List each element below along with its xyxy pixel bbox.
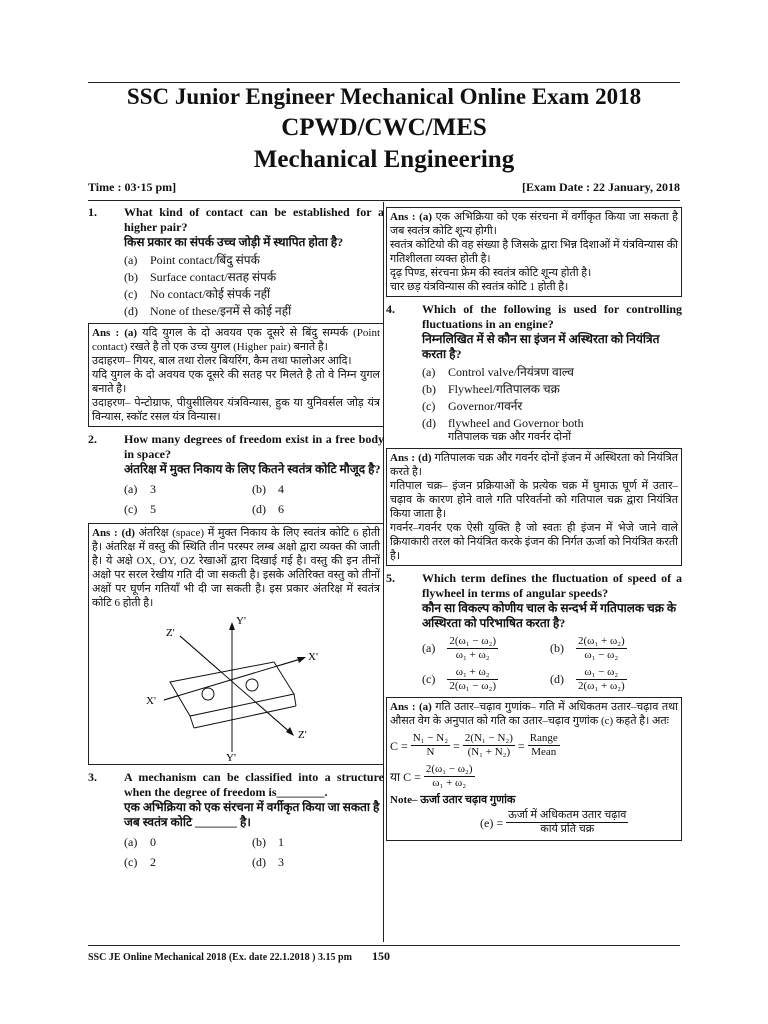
denominator: ω₁ + ω₂: [432, 777, 467, 789]
equation-lhs: (e) =: [480, 815, 504, 830]
fraction: [411, 732, 450, 759]
question-2: [88, 432, 384, 765]
footer-rule: [88, 945, 680, 946]
axis-label: Y': [226, 752, 236, 762]
option: [124, 304, 384, 319]
option-label: (d): [252, 855, 266, 869]
option: [550, 635, 678, 662]
answer-text: गतिपाल चक्र– इंजन प्रक्रियाओं के प्रत्येक चक्र में घुमाऊ घूर्ण में उतार–चढ़ाव के कारण होने वाले गति परिवर्तनो को गतिपाल चक्र द्वारा नियंत्रित किया जाता है।: [390, 480, 678, 520]
left-column: [88, 205, 384, 874]
question-number: 5.: [386, 571, 395, 585]
equals-sign: =: [517, 738, 525, 753]
option-text: Surface contact/सतह संपर्क: [150, 270, 277, 284]
option-label: (d): [422, 416, 436, 430]
equation-lhs: C =: [390, 738, 408, 753]
option: [422, 382, 682, 397]
option-fraction: [576, 635, 627, 662]
exam-date: [Exam Date : 22 January, 2018: [522, 180, 680, 194]
option-row: [422, 635, 682, 662]
right-column: [386, 207, 682, 846]
denominator: 2(ω₁ − ω₂): [449, 680, 497, 692]
header-rule: [88, 200, 680, 201]
denominator: ω₁ + ω₂: [455, 649, 490, 661]
option: [252, 855, 380, 870]
answer-text: यदि युगल के दो अवयव एक दूसरे की सतह पर मिलते है तो वे निम्न युगल बनाते है।: [92, 369, 380, 395]
arrowhead: [229, 622, 235, 630]
option-text: 3: [278, 855, 284, 869]
option: [422, 635, 550, 662]
numerator: 2(ω₁ − ω₂): [425, 763, 473, 775]
answer-text: एक अभिक्रिया को एक संरचना में वर्गीकृत किया जा सकता है जब स्वतंत्र कोटि शून्य होगी।: [390, 211, 678, 237]
option-label: (a): [124, 482, 138, 496]
numerator: 2(ω₁ − ω₂): [449, 635, 497, 647]
question-text-en: Which of the following is used for controlling fluctuations in an engine?: [422, 302, 682, 331]
answer-text: उदाहरण– पेन्टोग्राफ, पीयुसीलियर यंत्रविन्यास, हुक या युनिवर्सल जोड़ यंत्र विन्यास, स्कॉट रसल यंत्र विन्यास।: [92, 397, 380, 423]
numerator: ω₁ − ω₂: [576, 666, 627, 680]
option-text-hi: गतिपालक चक्र और गवर्नर दोनों: [448, 431, 572, 443]
question-5: [386, 571, 682, 693]
block-edge: [190, 716, 194, 728]
question-1: [88, 205, 384, 427]
option: [422, 399, 682, 414]
option-row: [422, 666, 682, 693]
block-edge: [294, 694, 296, 706]
question-4: [386, 302, 682, 444]
option-label: (a): [124, 253, 138, 267]
question-text-en: A mechanism can be classified into a structure when the degree of freedom is________.: [124, 770, 384, 799]
question-text-hi: कौन सा विकल्प कोणीय चाल के सन्दर्भ में गतिपालक चक्र के अस्थिरता को परिभाषित करता है?: [422, 601, 677, 630]
option-label: (b): [252, 482, 266, 496]
option: [422, 416, 682, 431]
option-fraction: [576, 666, 627, 693]
option-label: (a): [422, 641, 436, 655]
denominator: (N₁ + N₂): [467, 746, 511, 758]
option-text: 2: [150, 855, 156, 869]
option: [422, 666, 550, 693]
answer-text: उदाहरण– गियर, बाल तथा रोलर बियरिंग, कैम तथा फालोअर आदि।: [92, 355, 352, 367]
exam-time: Time : 03·15 pm]: [88, 180, 177, 194]
option: [124, 855, 252, 870]
question-number: 1.: [88, 205, 97, 219]
option-text: No contact/कोई संपर्क नहीं: [150, 287, 271, 301]
options-grid: [124, 480, 384, 519]
option-label: (d): [550, 672, 564, 686]
option-label: (c): [422, 399, 436, 413]
question-text-hi: अंतरिक्ष में मुक्त निकाय के लिए कितने स्वतंत्र कोटि मौजूद है?: [124, 462, 381, 476]
top-rule: [88, 82, 680, 83]
footer-text: SSC JE Online Mechanical 2018 (Ex. date 22.1.2018 ) 3.15 pm: [88, 952, 352, 963]
option-label: (c): [124, 287, 138, 301]
answer-text: दृढ़ पिण्ड, संरचना फ्रेम की स्वतंत्र कोटि शून्य होती है।: [390, 267, 592, 279]
answer-text: यदि युगल के दो अवयव एक दूसरे से बिंदु सम्पर्क (Point contact) रखते है तो एक उच्च युगल (Higher pair) बनाते है।: [92, 327, 380, 353]
axis-label: Z': [298, 729, 307, 741]
option-text: flywheel and Governor both: [448, 416, 584, 430]
option-text: Governor/गवर्नर: [448, 399, 523, 413]
option-fraction: [447, 635, 498, 662]
option-text: 0: [150, 835, 156, 849]
exam-title: SSC Junior Engineer Mechanical Online Exam 2018: [126, 84, 642, 109]
question-text-hi: किस प्रकार का संपर्क उच्च जोड़ी में स्थापित होता है?: [124, 235, 344, 249]
arrowhead: [297, 657, 306, 663]
axis-label: X': [146, 695, 156, 707]
option: [124, 270, 384, 285]
question-number: 4.: [386, 302, 395, 316]
option: [252, 482, 380, 497]
option: [252, 502, 380, 517]
question-text-en: What kind of contact can be established for a higher pair?: [124, 205, 384, 234]
option-text: 4: [278, 482, 284, 496]
axis-label: Y': [236, 615, 246, 627]
answer-label: Ans : (a): [92, 327, 138, 339]
option-text: 6: [278, 502, 284, 516]
option-label: (a): [422, 365, 436, 379]
answer-label: Ans : (d): [92, 527, 135, 539]
options-grid: [124, 833, 384, 872]
answer-label: Ans : (a): [390, 701, 432, 713]
numerator: N₁ − N₂: [412, 732, 449, 744]
option-text: None of these/इनमें से कोई नहीं: [150, 304, 292, 318]
question-3: [88, 770, 384, 872]
option-text: 3: [150, 482, 156, 496]
option: [124, 502, 252, 517]
denominator: Mean: [531, 746, 557, 758]
equation-3: [480, 809, 678, 836]
answer-text: गतिपालक चक्र और गवर्नर दोनों इंजन में अस्थिरता को नियंत्रित करते है।: [390, 452, 679, 478]
answer-label: Ans : (a): [390, 211, 432, 223]
option-label: (c): [124, 855, 138, 869]
answer-text: गति उतार–चढ़ाव गुणांक– गति में अधिकतम उतार–चढ़ाव तथा औसत वेग के अनुपात को गति का उतार–चढ़ाव गुणांक (c) कहते है। अतः: [390, 701, 678, 727]
option-text: Point contact/बिंदु संपर्क: [150, 253, 260, 267]
numerator: ऊर्जा में अधिकतम उतार चढ़ाव: [508, 809, 627, 821]
option-text: 5: [150, 502, 156, 516]
equation-2: [390, 763, 678, 790]
question-number: 3.: [88, 770, 97, 784]
option: [124, 482, 252, 497]
answer-text: चार छड़ यंत्रविन्यास की स्वतंत्र कोटि 1 होती है।: [390, 281, 569, 293]
question-text-hi: एक अभिक्रिया को एक संरचना में वर्गीकृत किया जा सकता है जब स्वतंत्र कोटि _______ है।: [124, 800, 380, 829]
option-label: (b): [252, 835, 266, 849]
question-number: 2.: [88, 432, 97, 446]
option: [550, 666, 678, 693]
equals-sign: =: [453, 738, 460, 753]
axis-label: X': [308, 651, 318, 663]
option: [422, 365, 682, 380]
fraction: [506, 809, 628, 836]
denominator: 2(ω₁ + ω₂): [578, 680, 625, 692]
arrowhead: [286, 727, 294, 736]
numerator: 2(N₁ − N₂): [464, 732, 513, 744]
question-text-en: How many degrees of freedom exist in a free body in space?: [124, 432, 384, 461]
exam-subtitle: CPWD/CWC/MES: [281, 114, 487, 141]
equation-lhs: या C =: [390, 769, 421, 784]
option-fraction: [447, 666, 498, 693]
option-label: (a): [124, 835, 138, 849]
option-label: (c): [422, 672, 436, 686]
fraction: [528, 732, 560, 759]
numerator: Range: [529, 732, 558, 744]
option-label: (d): [124, 304, 138, 318]
answer-box-q5: [386, 697, 682, 841]
subject-title: Mechanical Engineering: [253, 146, 515, 173]
option-label: (b): [422, 382, 436, 396]
equation-1: [390, 732, 678, 759]
options-list: [124, 253, 384, 319]
option: [252, 835, 380, 850]
axis-label: Z': [166, 627, 175, 639]
option-text: 1: [278, 835, 284, 849]
option-label: (c): [124, 502, 138, 516]
option-text: Flywheel/गतिपालक चक्र: [448, 382, 560, 396]
numerator: ω₁ + ω₂: [447, 666, 498, 680]
option-label: (b): [124, 270, 138, 284]
answer-box-q4: [386, 448, 682, 566]
denominator: कार्य प्रति चक्र: [540, 823, 595, 835]
fraction: [463, 732, 515, 759]
option-text: Control valve/नियंत्रण वाल्व: [448, 365, 574, 379]
answer-text: गवर्नर–गवर्नर एक ऐसी युक्ति है जो स्वतः ही इंजन में भेजे जाने वाले क्रियाकारी तरल को नियंत्रित करके इंजन की निर्गत ऊर्जा को नियंत्रित करती है।: [390, 522, 678, 562]
option: [124, 835, 252, 850]
option-label: (b): [550, 641, 564, 655]
option-label: (d): [252, 502, 266, 516]
answer-box: [88, 323, 384, 427]
option: [124, 253, 384, 268]
answer-box-q3: [386, 207, 682, 297]
denominator: N: [426, 746, 435, 758]
answer-box: [88, 523, 384, 765]
answer-label: Ans : (d): [390, 452, 432, 464]
numerator: 2(ω₁ + ω₂): [578, 635, 625, 647]
answer-text: अंतरिक्ष (space) में मुक्त निकाय के लिए स्वतंत्र कोटि 6 होती है। अंतरिक्ष में वस्तु की स्थिति तीन परस्पर लम्ब अक्षो द्वारा व्यक्त की जाती है। ये अक्षे OX, OY, OZ रेखाओं द्वारा दिखाई गई है। वस्तु की इन तीनों अक्षो पर सरल रेखीय गति दी जा सकती है। इसके अतिरिक्त वस्तु को तीनों अक्षों पर घूर्णन गतियाँ भी दी जा सकती है। इस प्रकार अंतरिक्ष में स्वतंत्र कोटि 6 होती है।: [92, 527, 380, 609]
question-text-en: Which term defines the fluctuation of speed of a flywheel in terms of angular speeds?: [422, 571, 682, 600]
note: Note– ऊर्जा उतार चढ़ाव गुणांक: [390, 794, 516, 806]
option: [124, 287, 384, 302]
answer-text: स्वतंत्र कोटियो की वह संख्या है जिसके द्वारा भिन्न दिशाओं में यंत्रविन्यास की गतिशीलता व्यक्त होती है।: [390, 239, 678, 265]
degrees-of-freedom-diagram: [92, 612, 372, 762]
page-number: 150: [372, 949, 390, 963]
options-list: [422, 365, 682, 444]
denominator: ω₁ − ω₂: [584, 649, 619, 661]
fraction: [424, 763, 475, 790]
question-text-hi: निम्नलिखित में से कौन सा इंजन में अस्थिरता को नियंत्रित करता है?: [422, 332, 660, 361]
